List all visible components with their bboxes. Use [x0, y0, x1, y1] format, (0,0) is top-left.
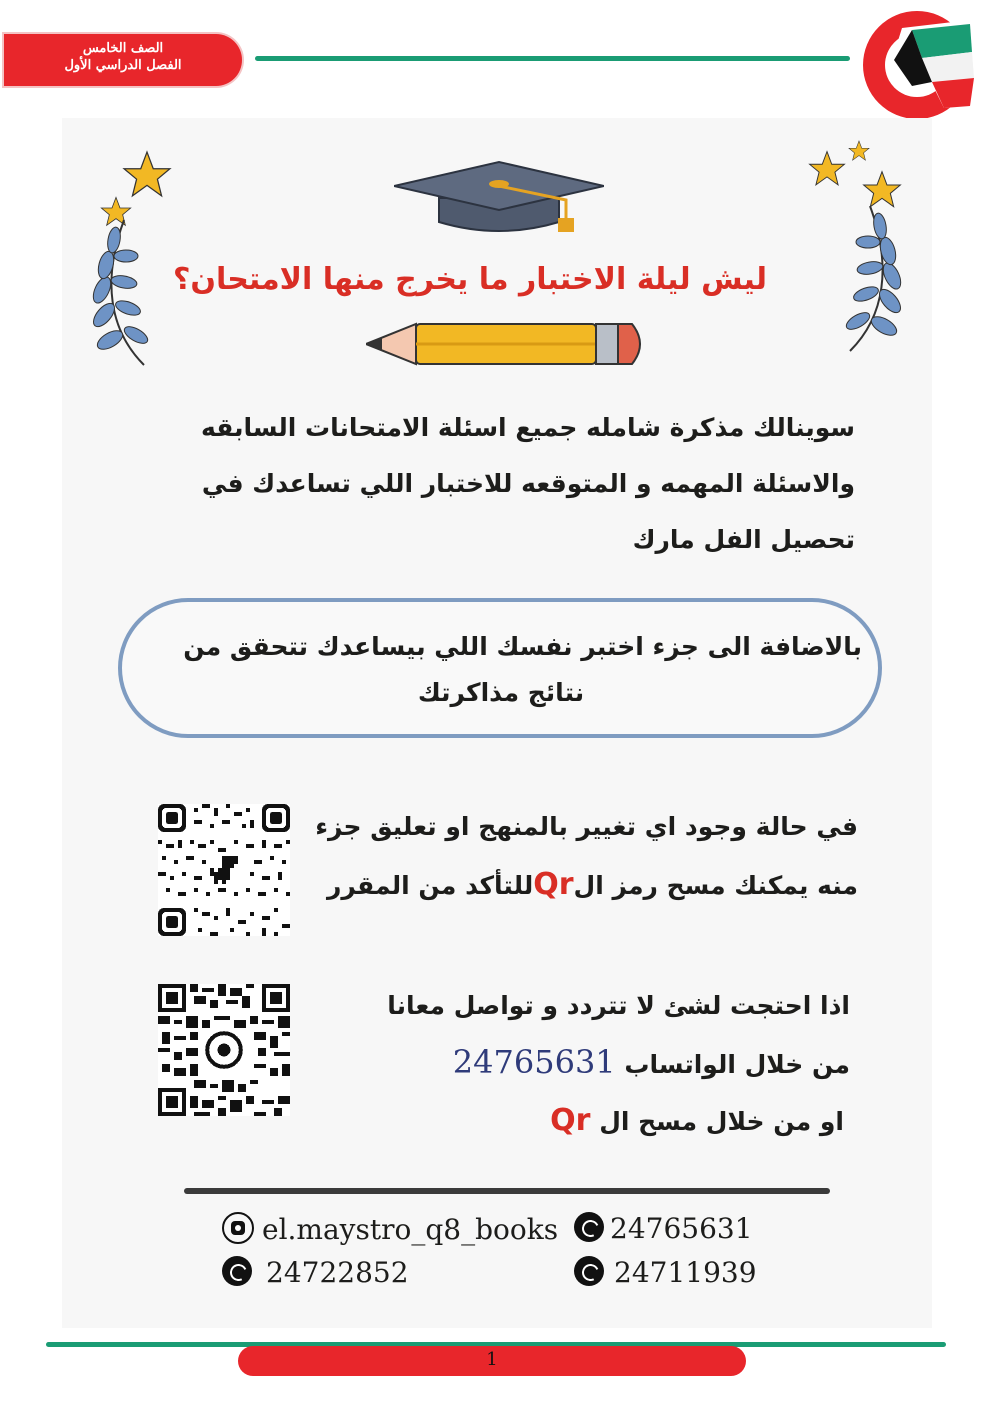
curriculum-note [310, 798, 858, 915]
contact-text-c: او من خلال مسح ال [599, 1107, 844, 1136]
curriculum-text-b: للتأكد من المقرر [327, 871, 534, 900]
intro-line: والاسئلة المهمه و المتوقعه للاختبار اللي تساعدك في [201, 469, 855, 498]
grade-label: الصف الخامس [82, 41, 164, 56]
star-icon [848, 140, 870, 162]
curriculum-line-1: في حالة وجود اي تغيير بالمنهج او تعليق جزء [315, 812, 858, 841]
header-grade-badge [4, 34, 242, 86]
qr-word: Qr [533, 867, 574, 902]
term-label: الفصل الدراسي الأول [64, 58, 182, 73]
instagram-handle[interactable] [222, 1212, 558, 1246]
qr-code-icon[interactable] [158, 984, 290, 1116]
page-number: 1 [238, 1346, 746, 1376]
contact-line-2 [320, 1034, 850, 1093]
whatsapp-contact-3[interactable] [574, 1256, 757, 1289]
whatsapp-number-1: 24765631 [610, 1212, 753, 1245]
star-icon [122, 150, 172, 200]
whatsapp-icon [222, 1256, 252, 1286]
contact-text-a: من خلال الواتساب [624, 1050, 850, 1079]
header-divider [255, 56, 850, 61]
pencil-icon [366, 316, 648, 372]
contact-note [320, 978, 850, 1150]
kuwait-map-logo [852, 8, 982, 122]
laurel-right-icon [818, 196, 910, 356]
whatsapp-icon [574, 1212, 604, 1242]
qr-code-icon[interactable] [158, 804, 290, 936]
footer-divider [184, 1188, 830, 1194]
graduation-cap-icon [394, 160, 604, 240]
box-line: بالاضافة الى جزء اختبر نفسك اللي بيساعدك تتحقق من [183, 632, 862, 661]
box-line: نتائج مذاكرتك [417, 678, 585, 707]
instagram-icon [222, 1212, 254, 1244]
page-title: ليش ليلة الاختبار ما يخرج منها الامتحان؟ [172, 262, 768, 297]
self-test-text [140, 624, 862, 716]
instagram-text: el.maystro_q8_books [262, 1213, 559, 1246]
qr-word: Qr [550, 1103, 591, 1138]
whatsapp-contact-2[interactable] [222, 1256, 409, 1289]
whatsapp-icon [574, 1256, 604, 1286]
whatsapp-number-3: 24711939 [614, 1256, 757, 1289]
contact-line-3 [320, 1093, 850, 1150]
curriculum-text-a: منه يمكنك مسح رمز ال [573, 871, 858, 900]
intro-line: تحصيل الفل مارك [632, 525, 855, 554]
whatsapp-number-2: 24722852 [266, 1256, 409, 1289]
curriculum-line-2 [310, 856, 858, 915]
dinosaur-icon [206, 852, 242, 888]
whatsapp-icon [202, 1028, 246, 1072]
star-icon [808, 150, 846, 188]
intro-line: سوينالك مذكرة شامله جميع اسئلة الامتحانات السابقه [201, 413, 855, 442]
whatsapp-contact-1[interactable] [574, 1212, 753, 1245]
contact-line-1: اذا احتجت لشئ لا تتردد و تواصل معانا [387, 991, 850, 1020]
intro-paragraph [130, 400, 855, 568]
whatsapp-number[interactable]: 24765631 [452, 1043, 616, 1081]
